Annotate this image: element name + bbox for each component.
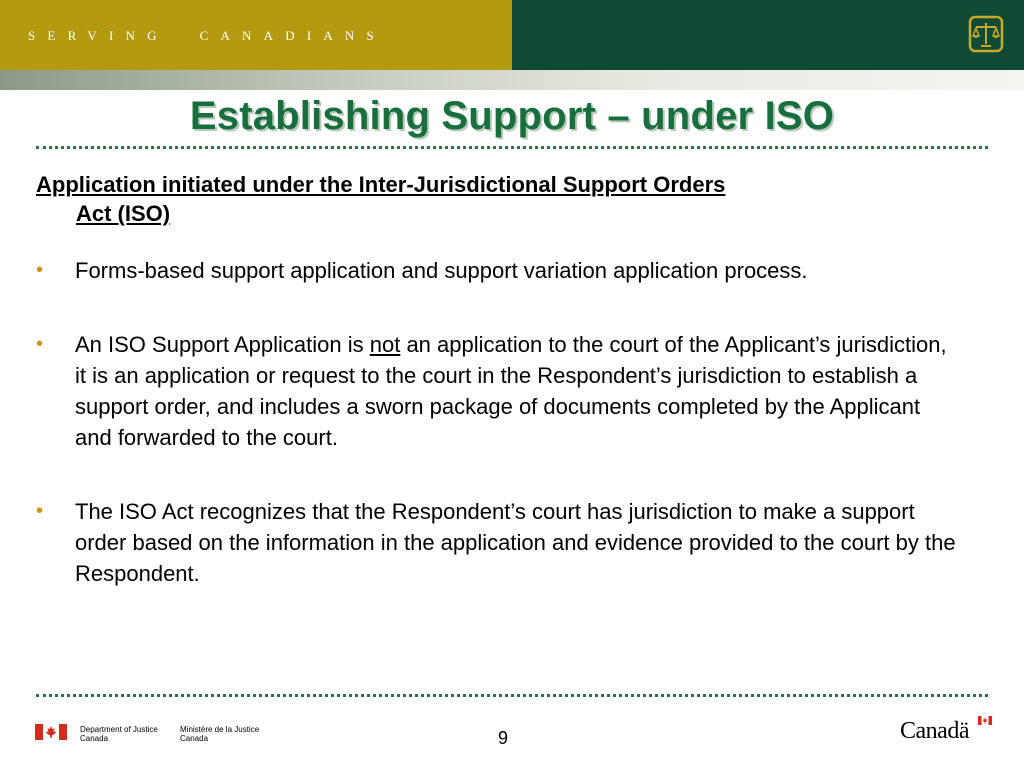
header-banner — [0, 0, 1024, 90]
canada-flag-icon — [35, 724, 67, 740]
bullet-marker: • — [36, 500, 44, 522]
department-fr-line-2: Canada — [180, 734, 209, 743]
header-shadow-band — [0, 70, 1024, 90]
canada-wordmark — [900, 716, 992, 746]
list-item — [36, 329, 956, 453]
scales-of-justice-icon — [968, 15, 1004, 53]
page-number: 9 — [497, 728, 508, 748]
subheading-line-2: Act (ISO) — [76, 201, 171, 226]
header-tagline: SERVING CANADIANS — [28, 28, 386, 43]
header-green-band — [512, 0, 1024, 70]
bullet-emphasis: not — [369, 332, 401, 357]
department-name-english — [80, 725, 158, 743]
bullet-marker: • — [36, 259, 44, 281]
department-en-line-1: Department of Justice — [80, 725, 158, 734]
bullet-text: The ISO Act recognizes that the Respondent’s court has jurisdiction to make a support order based on the information in the application and evidence provided to the court by the Respondent. — [75, 499, 956, 586]
bullet-marker: • — [36, 333, 44, 355]
bullet-text: Forms-based support application and support variation application process. — [75, 258, 808, 283]
title-divider — [36, 146, 988, 149]
footer-divider — [36, 694, 988, 697]
bullet-list — [36, 255, 956, 632]
bullet-text — [75, 332, 947, 450]
department-fr-line-1: Ministère de la Justice — [180, 725, 260, 734]
subheading-line-1: Application initiated under the Inter-Jurisdictional Support Orders — [36, 172, 726, 197]
department-name-french — [180, 725, 259, 743]
wordmark-flag-icon — [978, 716, 992, 725]
bullet-text-after: an application to the court of the Applicant’s jurisdiction, it is an application or request to the court in the Respondent’s jurisdiction to establish a support order, and includes a sworn package of documents completed by the Applicant and forwarded to the court. — [75, 332, 947, 450]
canada-wordmark-text: Canadä — [900, 718, 969, 744]
list-item — [36, 496, 956, 589]
list-item — [36, 255, 956, 286]
bullet-text-before: An ISO Support Application is — [75, 332, 370, 357]
department-en-line-2: Canada — [80, 734, 109, 743]
slide-subheading — [36, 170, 956, 228]
slide-title: Establishing Support – under ISO — [189, 94, 835, 138]
